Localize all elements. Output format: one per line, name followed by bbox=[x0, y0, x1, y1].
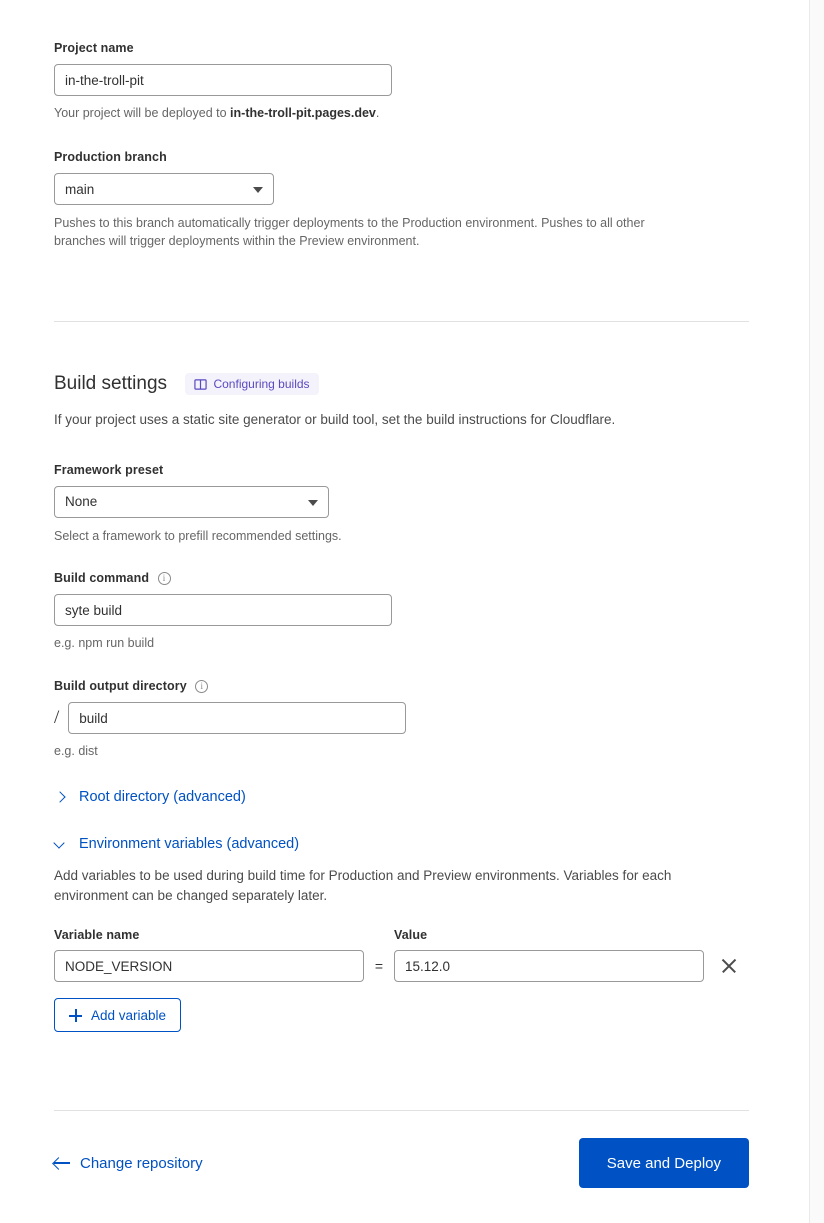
change-repository-label: Change repository bbox=[80, 1154, 203, 1172]
variable-value-input[interactable] bbox=[394, 950, 704, 982]
arrow-left-icon bbox=[54, 1157, 70, 1169]
project-name-input[interactable] bbox=[54, 64, 392, 96]
production-branch-group bbox=[54, 148, 754, 250]
build-settings-section bbox=[54, 373, 754, 430]
build-output-group bbox=[54, 677, 754, 760]
framework-preset-group bbox=[54, 461, 754, 545]
build-settings-title: Build settings bbox=[54, 373, 168, 395]
variable-value-header: Value bbox=[394, 928, 428, 943]
configuring-builds-badge-label: Configuring builds bbox=[213, 377, 310, 392]
variable-row bbox=[54, 950, 754, 982]
build-command-group bbox=[54, 569, 754, 652]
root-directory-disclosure[interactable] bbox=[54, 789, 246, 805]
framework-preset-hint: Select a framework to prefill recommended settings. bbox=[54, 528, 342, 543]
change-repository-link[interactable] bbox=[54, 1155, 203, 1172]
project-name-label: Project name bbox=[54, 41, 134, 55]
production-branch-label: Production branch bbox=[54, 150, 167, 165]
form-footer bbox=[54, 1138, 749, 1188]
build-command-label: Build command bbox=[54, 571, 150, 586]
plus-icon bbox=[69, 1009, 82, 1022]
project-name-group bbox=[54, 0, 754, 122]
environment-variables-label: Environment variables (advanced) bbox=[79, 836, 300, 853]
info-icon[interactable]: i bbox=[158, 572, 171, 585]
chevron-right-icon bbox=[54, 790, 68, 804]
build-output-input[interactable] bbox=[68, 702, 406, 734]
environment-variables-disclosure[interactable] bbox=[54, 836, 299, 852]
build-command-input[interactable] bbox=[54, 594, 392, 626]
framework-preset-select[interactable] bbox=[54, 486, 329, 518]
equals-sign: = bbox=[374, 958, 384, 975]
save-and-deploy-button[interactable]: Save and Deploy bbox=[579, 1138, 749, 1188]
production-branch-select[interactable] bbox=[54, 173, 274, 205]
section-divider-bottom bbox=[54, 1110, 749, 1111]
build-settings-intro: If your project uses a static site generator or build tool, set the build instructions for Cloudflare. bbox=[54, 412, 616, 428]
production-branch-value: main bbox=[65, 181, 95, 197]
project-name-hint bbox=[54, 104, 754, 122]
build-output-hint: e.g. dist bbox=[54, 744, 98, 759]
root-directory-label: Root directory (advanced) bbox=[79, 789, 246, 806]
deploy-hint-prefix: Your project will be deployed to bbox=[54, 106, 231, 120]
section-divider-top bbox=[54, 321, 749, 322]
framework-preset-label: Framework preset bbox=[54, 462, 164, 477]
deploy-hint-suffix: . bbox=[375, 106, 380, 120]
variable-name-input[interactable] bbox=[54, 950, 364, 982]
remove-variable-icon[interactable] bbox=[718, 955, 740, 977]
build-command-hint: e.g. npm run build bbox=[54, 636, 155, 651]
info-icon[interactable]: i bbox=[195, 680, 208, 693]
chevron-down-icon bbox=[54, 837, 68, 851]
variable-headers bbox=[54, 928, 754, 942]
add-variable-label: Add variable bbox=[91, 1007, 167, 1023]
deploy-domain: in-the-troll-pit.pages.dev bbox=[230, 106, 376, 120]
variable-name-header: Variable name bbox=[54, 928, 140, 943]
configuring-builds-badge[interactable] bbox=[185, 373, 318, 395]
build-output-prefix: / bbox=[54, 707, 60, 729]
scrollbar-track[interactable] bbox=[809, 0, 824, 1223]
environment-variables-description: Add variables to be used during build time for Production and Preview environments. Variables for each environment can be changed separately later. bbox=[54, 868, 672, 903]
production-branch-hint: Pushes to this branch automatically trigger deployments to the Production environment. Pushes to all other branches will trigger deployments within the Preview environment. bbox=[54, 216, 645, 249]
form-content bbox=[54, 0, 754, 1188]
add-variable-button[interactable] bbox=[54, 998, 181, 1032]
environment-variables-table bbox=[54, 928, 754, 1032]
build-output-label: Build output directory bbox=[54, 679, 187, 694]
book-icon bbox=[194, 378, 207, 391]
framework-preset-value: None bbox=[65, 494, 98, 510]
